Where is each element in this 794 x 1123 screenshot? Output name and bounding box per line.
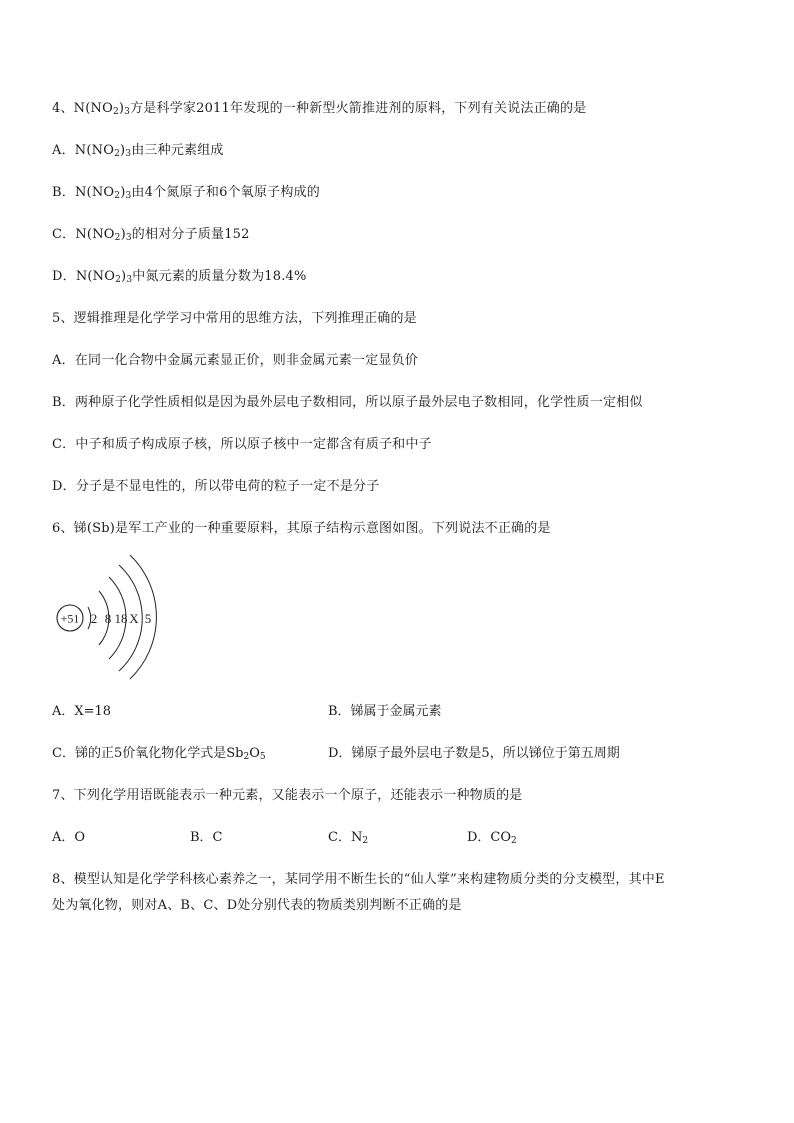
shell-1-count: 2 <box>90 611 98 626</box>
question-6-option-d[interactable]: D．锑原子最外层电子数是5，所以锑位于第五周期 <box>328 746 620 761</box>
question-8-stem-line-2: 处为氧化物，则对A、B、C、D处分别代表的物质类别判断不正确的是 <box>52 898 462 913</box>
question-6-option-a[interactable]: A．X=18 <box>52 704 112 719</box>
nucleus-charge: +51 <box>60 611 80 626</box>
question-7-stem: 7、下列化学用语既能表示一种元素，又能表示一个原子，还能表示一种物质的是 <box>52 788 523 803</box>
question-8-stem-line-1: 8、模型认知是化学学科核心素养之一，某同学用不断生长的“仙人掌”来构建物质分类的分支模型，其中E <box>52 872 665 887</box>
question-4-option-d[interactable]: D．$N(NO_2)_3$中氮元素的质量分数为18.4% <box>52 269 307 285</box>
question-4-option-a[interactable]: A．$N(NO_2)_3$由三种元素组成 <box>52 143 224 159</box>
question-7-option-a[interactable]: A．O <box>52 830 86 845</box>
question-5-option-c[interactable]: C．中子和质子构成原子核，所以原子核中一定都含有质子和中子 <box>52 437 432 452</box>
question-5-option-d[interactable]: D．分子是不显电性的，所以带电荷的粒子一定不是分子 <box>52 479 380 494</box>
question-7-option-b[interactable]: B．C <box>190 830 223 845</box>
question-5-stem: 5、逻辑推理是化学学习中常用的思维方法，下列推理正确的是 <box>52 311 417 326</box>
question-4-option-c[interactable]: C．$N(NO_2)_3$的相对分子质量152 <box>52 227 250 243</box>
question-7-option-d[interactable]: D．$CO_2$ <box>467 830 517 846</box>
antimony-atom-structure-diagram <box>52 555 172 680</box>
question-5-option-b[interactable]: B．两种原子化学性质相似是因为最外层电子数相同，所以原子最外层电子数相同，化学性质一定相似 <box>52 395 643 410</box>
question-6-option-c[interactable]: C．锑的正5价氧化物化学式是$Sb_2O_5$ <box>52 746 266 762</box>
question-6-option-b[interactable]: B．锑属于金属元素 <box>328 704 442 719</box>
shell-2-count: 8 <box>104 611 112 626</box>
question-7-option-c[interactable]: C．$N_2$ <box>328 830 369 846</box>
question-6-stem: 6、锑(Sb)是军工产业的一种重要原料，其原子结构示意图如图。下列说法不正确的是 <box>52 521 551 536</box>
question-4-stem: 4、$N(NO_2)_3$方是科学家2011年发现的一种新型火箭推进剂的原料，下列有关说法正确的是 <box>52 101 587 117</box>
shell-5-count: 5 <box>144 611 152 626</box>
question-4-option-b[interactable]: B．$N(NO_2)_3$由4个氮原子和6个氧原子构成的 <box>52 185 320 201</box>
question-5-option-a[interactable]: A．在同一化合物中金属元素显正价，则非金属元素一定显负价 <box>52 353 418 368</box>
shell-4-count: X <box>129 611 139 626</box>
shell-3-count: 18 <box>114 611 128 626</box>
